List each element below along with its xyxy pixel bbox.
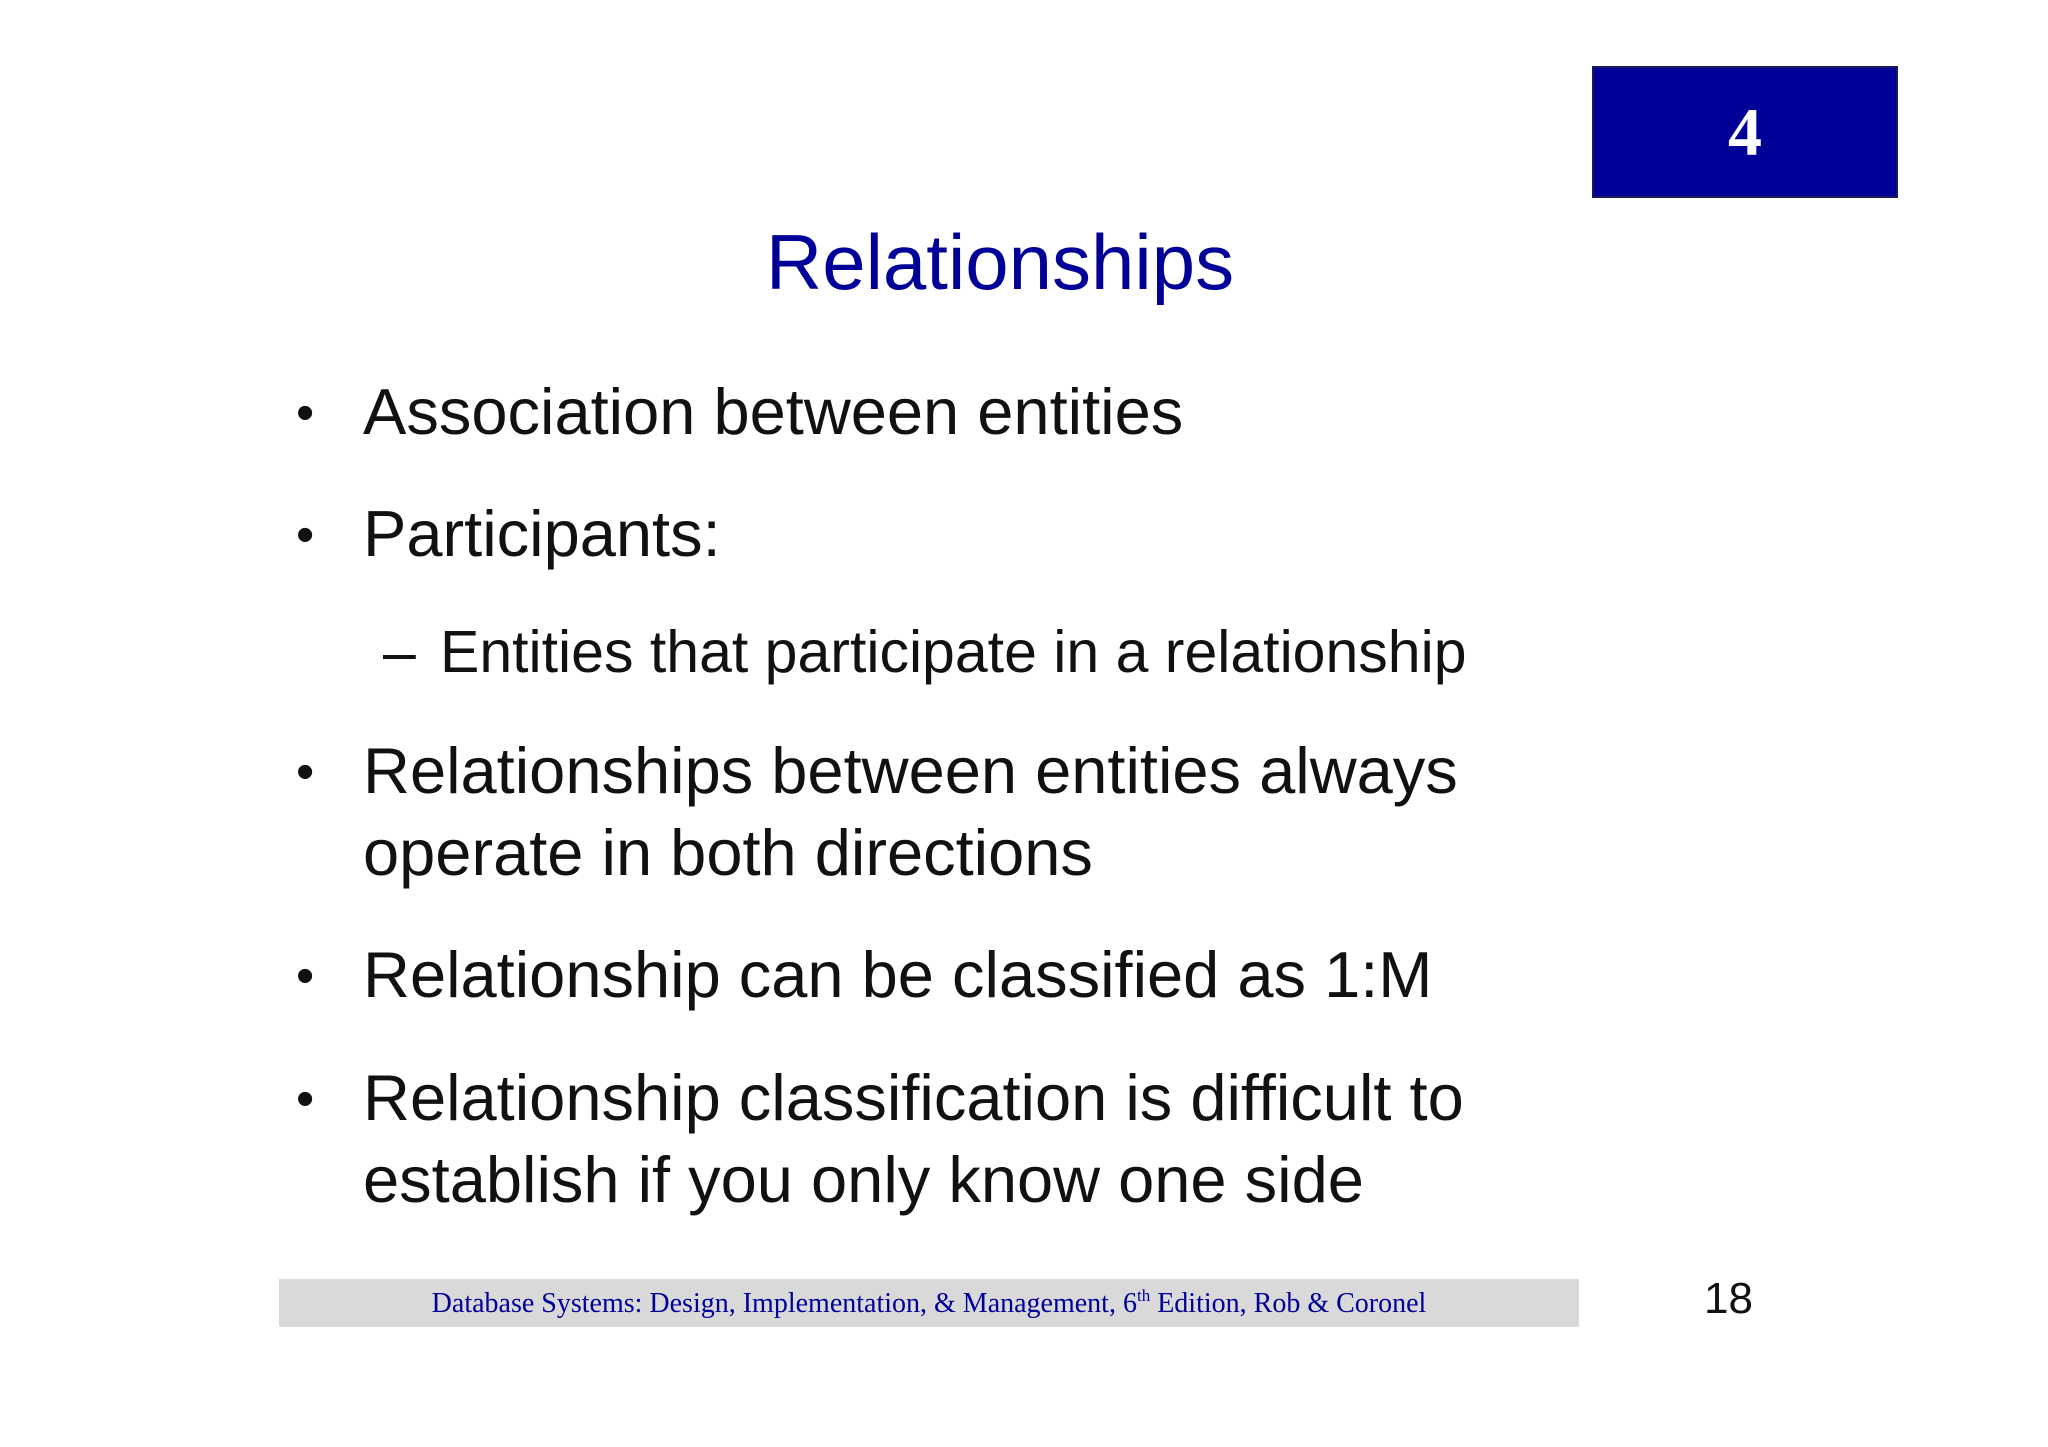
bullet-item-difficult-line2: establish if you only know one side: [363, 1143, 1364, 1216]
chapter-number: 4: [1728, 93, 1762, 170]
footer-citation-bar: [279, 1279, 1579, 1327]
bullet-marker: •: [296, 1070, 315, 1128]
footer-superscript: th: [1136, 1286, 1151, 1305]
chapter-number-box: [1592, 66, 1898, 198]
footer-after-sup: Edition, Rob & Coronel: [1150, 1288, 1427, 1319]
bullet-item-difficult-line1: Relationship classification is difficult to: [363, 1061, 1464, 1134]
bullet-marker: •: [296, 947, 315, 1005]
slide-title: [0, 214, 2048, 310]
bullet-marker: •: [296, 506, 315, 564]
page-number: 18: [1704, 1274, 1753, 1323]
bullet-item-association: Association between entities: [363, 375, 1184, 448]
bullet-item-classified: Relationship can be classified as 1:M: [363, 938, 1433, 1011]
footer-citation-text: [432, 1286, 1427, 1320]
slide-title-text: Relationships: [765, 218, 1235, 306]
bullet-item-participants: Participants:: [363, 497, 721, 570]
footer-before-sup: Database Systems: Design, Implementation, & Management, 6: [431, 1288, 1137, 1319]
bullet-marker: •: [296, 743, 315, 801]
sub-bullet-marker: –: [383, 619, 416, 685]
bullet-item-directions-line2: operate in both directions: [363, 816, 1093, 889]
sub-bullet-item-entities: Entities that participate in a relationship: [440, 619, 1467, 685]
bullet-item-directions-line1: Relationships between entities always: [363, 734, 1458, 807]
bullet-marker: •: [296, 384, 315, 442]
